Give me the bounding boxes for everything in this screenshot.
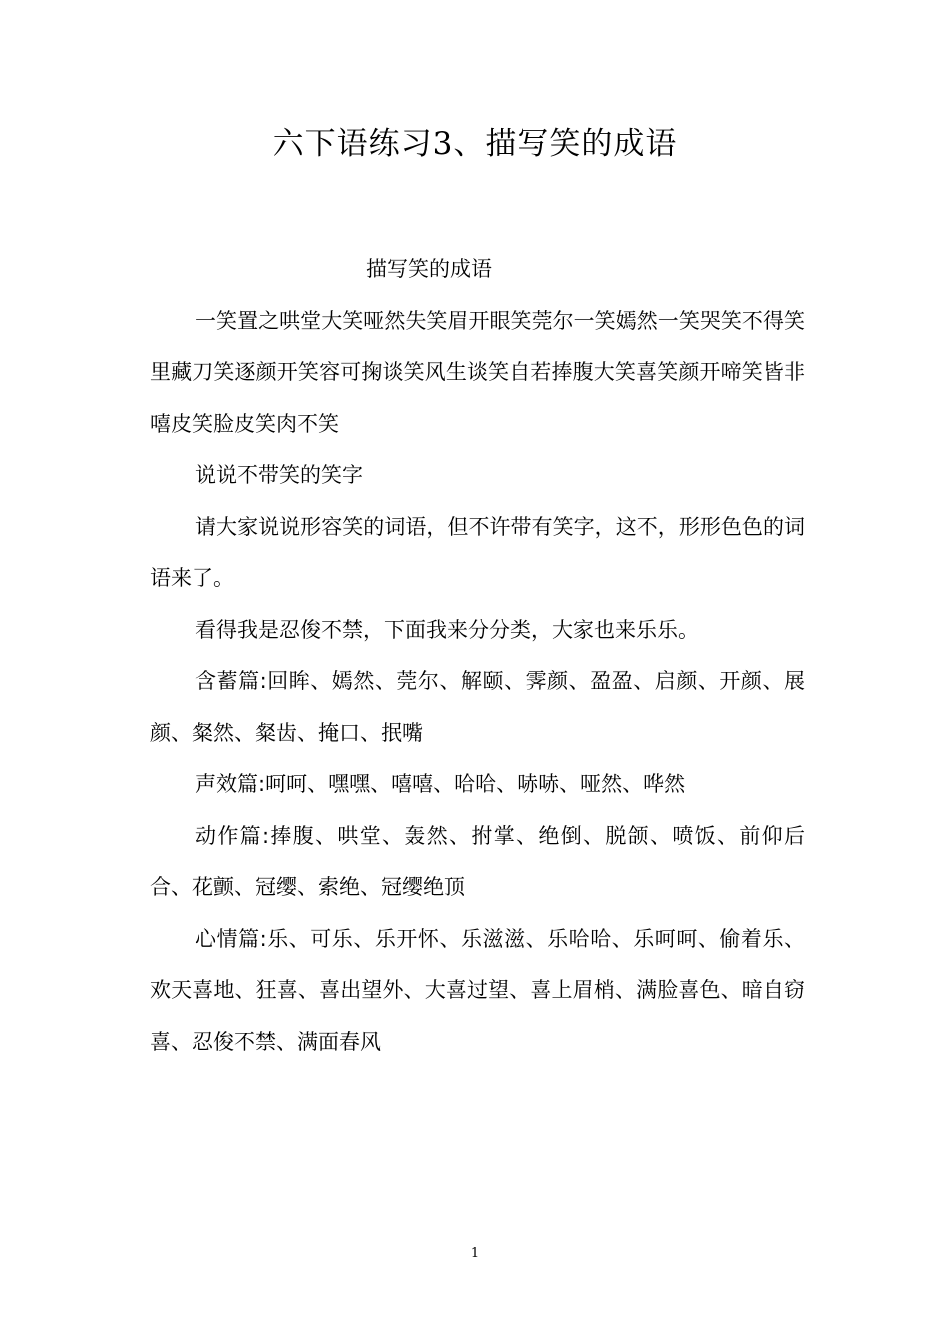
document-title: 六下语练习3、描写笑的成语 [272, 126, 678, 162]
document-body [150, 244, 805, 1068]
paragraph-subtle-category: 含蓄篇:回眸、嫣然、莞尔、解颐、霁颜、盈盈、启颜、开颜、展颜、粲然、粲齿、掩口、抿嘴 [150, 669, 805, 745]
paragraph-action-category: 动作篇:捧腹、哄堂、轰然、拊掌、绝倒、脱颌、喷饭、前仰后合、花颤、冠缨、索绝、冠缨绝顶 [150, 823, 805, 899]
paragraph-sound-category: 声效篇:呵呵、嘿嘿、嘻嘻、哈哈、哧哧、哑然、哗然 [195, 772, 686, 796]
section-subtitle: 描写笑的成语 [366, 257, 492, 281]
page-number: 1 [470, 1246, 480, 1261]
paragraph-heading-no-xiao: 说说不带笑的笑字 [195, 463, 363, 487]
paragraph-intro: 请大家说说形容笑的词语，但不许带有笑字，这不，形形色色的词语来了。 [150, 514, 805, 590]
paragraph-idiom-list: 一笑置之哄堂大笑哑然失笑眉开眼笑莞尔一笑嫣然一笑哭笑不得笑里藏刀笑逐颜开笑容可掬谈笑风生谈笑自若捧腹大笑喜笑颜开啼笑皆非嘻皮笑脸皮笑肉不笑 [150, 308, 805, 436]
paragraph-mood-category: 心情篇:乐、可乐、乐开怀、乐滋滋、乐哈哈、乐呵呵、偷着乐、欢天喜地、狂喜、喜出望外、大喜过望、喜上眉梢、满脸喜色、暗自窃喜、忍俊不禁、满面春风 [150, 926, 805, 1054]
paragraph-classify: 看得我是忍俊不禁，下面我来分分类，大家也来乐乐。 [195, 617, 699, 642]
